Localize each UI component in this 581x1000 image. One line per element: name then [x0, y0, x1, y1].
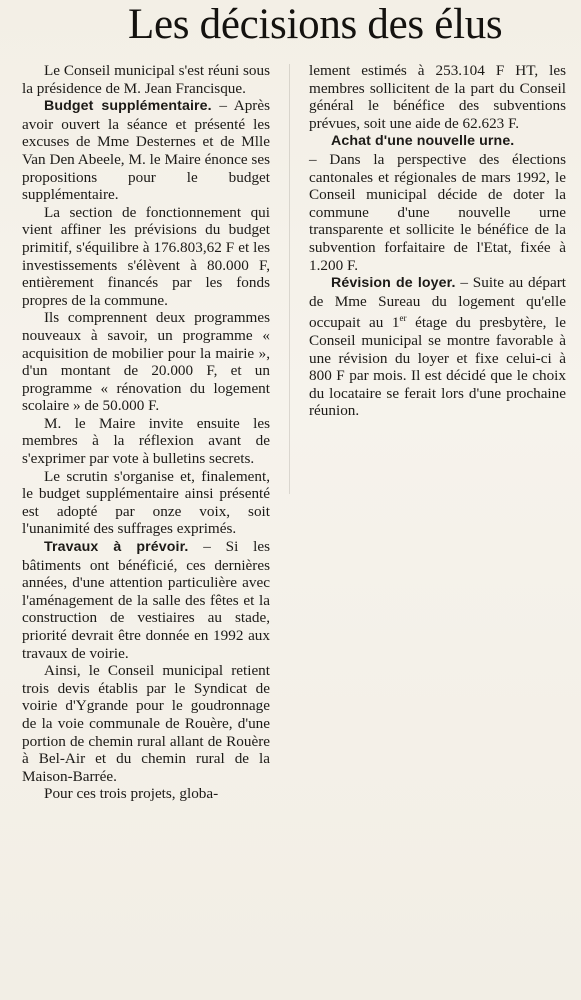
budget-paragraph-5: Le scrutin s'organise et, finalement, le budget supplémentaire ainsi présenté est adopté par onze voix, soit l'unanimité des suffrages exprimés. [22, 467, 270, 538]
travaux-paragraph-continued: lement estimés à 253.104 F HT, les membres sollicitent de la part du Conseil général le bénéfice des subventions prévues, soit une aide de 62.623 F. [309, 62, 566, 132]
loyer-paragraph [309, 274, 566, 420]
travaux-text-1: – Si les bâtiments ont bénéficié, ces dernières années, d'une attention particulière avec l'aménagement de la salle des fêtes et la construction de vestiaires au stade, priorité devrait être donnée en 1992 aux travaux de voirie. [22, 538, 270, 662]
urne-paragraph [309, 132, 566, 151]
budget-paragraph-1 [22, 97, 270, 204]
loyer-text-b: étage du presbytère, le Conseil municipal se montre favorable à une révision du loyer et fixe celui-ci à 800 F par mois. Il est décidé que le choix du locataire se ferait lors d'une prochaine réunion. [309, 314, 567, 420]
travaux-paragraph-2: Ainsi, le Conseil municipal retient trois devis établis par le Syndicat de voirie d'Ygrande pour le goudronnage de la voie communale de Rouère, d'une portion de chemin rural allant de Rouère à Bel-Air et du chemin rural de la Maison-Barrée. [22, 662, 270, 785]
urne-text: – Dans la perspective des élections cantonales et régionales de mars 1992, le Conseil municipal décide de doter la commune d'une nouvelle urne transparente et sollicite le bénéfice de la subvention forfaitaire de l'Etat, fixée à 1.200 F. [309, 150, 566, 274]
article-title: Les décisions des élus [128, 1, 503, 48]
travaux-paragraph-1 [22, 538, 270, 662]
loyer-superscript: er [399, 313, 407, 324]
budget-paragraph-3: Ils comprennent deux programmes nouveaux à savoir, un programme « acquisition de mobilier pour la mairie », d'un montant de 20.000 F, et un programme « rénovation du logement scolaire » de 50.000 F. [22, 309, 270, 415]
urne-heading: Achat d'une nouvelle urne. [331, 133, 515, 150]
travaux-heading: Travaux à prévoir. [44, 539, 189, 556]
loyer-heading: Révision de loyer. [331, 275, 456, 292]
left-column [22, 62, 270, 803]
budget-text-1: – Après avoir ouvert la séance et présenté les excuses de Mme Desternes et de Mlle Van Den Abeele, M. le Maire énonce ses propositions pour le budget supplémentaire. [22, 97, 270, 204]
budget-paragraph-4: M. le Maire invite ensuite les membres à la réflexion avant de s'exprimer par vote à bulletins secrets. [22, 414, 270, 468]
loyer-text-a: – Suite au départ de Mme Sureau du logement qu'elle occupait au 1 [309, 274, 566, 332]
right-column [309, 62, 566, 420]
travaux-paragraph-3: Pour ces trois projets, globa- [44, 785, 219, 803]
budget-heading: Budget supplémentaire. [44, 98, 212, 115]
budget-paragraph-2: La section de fonctionnement qui vient affiner les prévisions du budget primitif, s'équilibre à 176.803,62 F et les investissements s'élèvent à 80.000 F, entièrement financés par les fonds propres de la commune. [22, 203, 270, 309]
column-divider [289, 64, 290, 494]
intro-paragraph: Le Conseil municipal s'est réuni sous la présidence de M. Jean Francisque. [22, 62, 270, 97]
